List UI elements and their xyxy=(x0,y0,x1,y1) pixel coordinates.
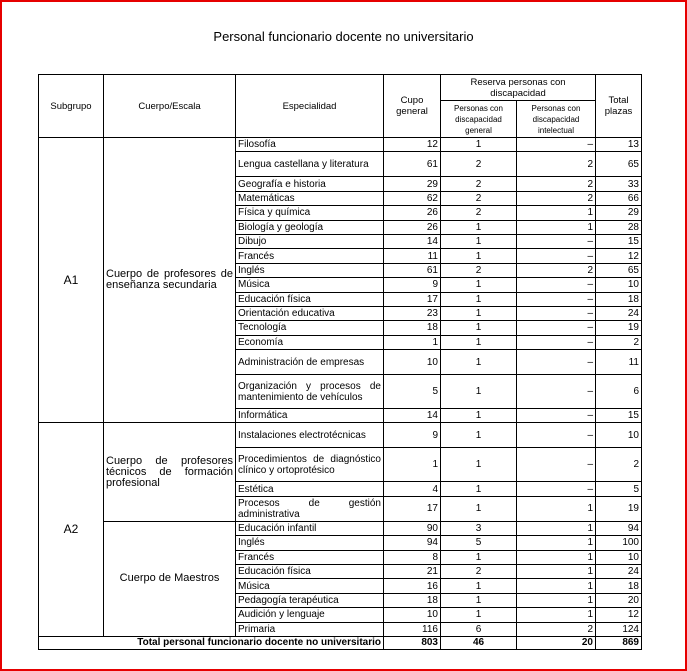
reserva-general-cell: 1 xyxy=(441,249,517,263)
subgrupo-cell: A1 xyxy=(39,138,104,423)
especialidad-cell: Economía xyxy=(236,335,384,349)
especialidad-cell: Dibujo xyxy=(236,234,384,248)
reserva-general-cell: 5 xyxy=(441,536,517,550)
especialidad-cell: Inglés xyxy=(236,536,384,550)
cupo-cell: 61 xyxy=(384,152,441,177)
cupo-cell: 21 xyxy=(384,565,441,579)
especialidad-cell: Informática xyxy=(236,409,384,423)
total-cell: 94 xyxy=(596,521,642,535)
especialidad-cell: Administración de empresas xyxy=(236,350,384,375)
header-cuerpo: Cuerpo/Escala xyxy=(104,75,236,138)
reserva-intelectual-cell: – xyxy=(517,306,596,320)
cupo-cell: 14 xyxy=(384,234,441,248)
cupo-cell: 9 xyxy=(384,423,441,448)
cupo-cell: 9 xyxy=(384,278,441,292)
reserva-intelectual-cell: – xyxy=(517,335,596,349)
reserva-general-cell: 1 xyxy=(441,608,517,622)
total-cell: 10 xyxy=(596,423,642,448)
total-cell: 11 xyxy=(596,350,642,375)
total-total-cell: 869 xyxy=(596,636,642,649)
total-cell: 28 xyxy=(596,220,642,234)
reserva-general-cell: 1 xyxy=(441,278,517,292)
header-especialidad: Especialidad xyxy=(236,75,384,138)
especialidad-cell: Biología y geología xyxy=(236,220,384,234)
table-row xyxy=(39,423,642,448)
especialidad-cell: Geografía e historia xyxy=(236,177,384,191)
total-cell: 24 xyxy=(596,565,642,579)
especialidad-cell: Inglés xyxy=(236,263,384,277)
total-cell: 65 xyxy=(596,263,642,277)
total-cell: 15 xyxy=(596,234,642,248)
reserva-intelectual-cell: 1 xyxy=(517,550,596,564)
reserva-general-cell: 1 xyxy=(441,496,517,521)
total-cell: 2 xyxy=(596,335,642,349)
reserva-general-cell: 1 xyxy=(441,593,517,607)
especialidad-cell: Estética xyxy=(236,482,384,496)
especialidad-cell: Música xyxy=(236,579,384,593)
reserva-general-cell: 1 xyxy=(441,335,517,349)
reserva-general-cell: 1 xyxy=(441,409,517,423)
total-cell: 100 xyxy=(596,536,642,550)
reserva-general-cell: 2 xyxy=(441,177,517,191)
reserva-intelectual-cell: – xyxy=(517,482,596,496)
especialidad-cell: Audición y lenguaje xyxy=(236,608,384,622)
reserva-general-cell: 3 xyxy=(441,521,517,535)
reserva-intelectual-cell: – xyxy=(517,278,596,292)
total-cell: 5 xyxy=(596,482,642,496)
cupo-cell: 11 xyxy=(384,249,441,263)
total-cell: 65 xyxy=(596,152,642,177)
especialidad-cell: Organización y procesos de mantenimiento de vehículos xyxy=(236,375,384,409)
especialidad-cell: Francés xyxy=(236,550,384,564)
total-cell: 15 xyxy=(596,409,642,423)
header-total: Total plazas xyxy=(596,75,642,138)
cupo-cell: 18 xyxy=(384,593,441,607)
table-row xyxy=(39,138,642,152)
reserva-intelectual-cell: 1 xyxy=(517,593,596,607)
reserva-intelectual-cell: – xyxy=(517,409,596,423)
cuerpo-cell: Cuerpo de profesores de enseñanza secundaria xyxy=(104,138,236,423)
total-cell: 33 xyxy=(596,177,642,191)
reserva-general-cell: 1 xyxy=(441,138,517,152)
total-cell: 66 xyxy=(596,191,642,205)
cupo-cell: 12 xyxy=(384,138,441,152)
reserva-general-cell: 2 xyxy=(441,152,517,177)
cupo-cell: 1 xyxy=(384,448,441,482)
cuerpo-cell: Cuerpo de Maestros xyxy=(104,521,236,636)
reserva-intelectual-cell: – xyxy=(517,321,596,335)
cupo-cell: 23 xyxy=(384,306,441,320)
reserva-intelectual-cell: 1 xyxy=(517,536,596,550)
reserva-intelectual-cell: 1 xyxy=(517,521,596,535)
especialidad-cell: Educación física xyxy=(236,565,384,579)
reserva-general-cell: 1 xyxy=(441,292,517,306)
table-row xyxy=(39,521,642,535)
cupo-cell: 10 xyxy=(384,350,441,375)
especialidad-cell: Educación infantil xyxy=(236,521,384,535)
total-cell: 19 xyxy=(596,321,642,335)
cupo-cell: 62 xyxy=(384,191,441,205)
reserva-general-cell: 1 xyxy=(441,220,517,234)
reserva-intelectual-cell: – xyxy=(517,375,596,409)
total-cell: 19 xyxy=(596,496,642,521)
cupo-cell: 17 xyxy=(384,496,441,521)
page-title: Personal funcionario docente no universitario xyxy=(213,29,474,44)
cupo-cell: 26 xyxy=(384,220,441,234)
total-cell: 29 xyxy=(596,206,642,220)
total-cell: 24 xyxy=(596,306,642,320)
especialidad-cell: Instalaciones electrotécnicas xyxy=(236,423,384,448)
reserva-intelectual-cell: 1 xyxy=(517,565,596,579)
reserva-general-cell: 1 xyxy=(441,350,517,375)
reserva-general-cell: 1 xyxy=(441,579,517,593)
especialidad-cell: Procesos de gestión administrativa xyxy=(236,496,384,521)
reserva-general-cell: 1 xyxy=(441,550,517,564)
especialidad-cell: Física y química xyxy=(236,206,384,220)
reserva-general-cell: 2 xyxy=(441,206,517,220)
especialidad-cell: Lengua castellana y literatura xyxy=(236,152,384,177)
cupo-cell: 94 xyxy=(384,536,441,550)
reserva-general-cell: 1 xyxy=(441,321,517,335)
header-subgrupo: Subgrupo xyxy=(39,75,104,138)
reserva-intelectual-cell: – xyxy=(517,350,596,375)
reserva-general-cell: 2 xyxy=(441,263,517,277)
reserva-general-cell: 2 xyxy=(441,191,517,205)
reserva-general-cell: 2 xyxy=(441,565,517,579)
total-cell: 18 xyxy=(596,579,642,593)
total-cell: 6 xyxy=(596,375,642,409)
reserva-general-cell: 1 xyxy=(441,482,517,496)
reserva-intelectual-cell: – xyxy=(517,423,596,448)
cupo-cell: 26 xyxy=(384,206,441,220)
reserva-intelectual-cell: 2 xyxy=(517,191,596,205)
reserva-intelectual-cell: – xyxy=(517,234,596,248)
reserva-intelectual-cell: 1 xyxy=(517,496,596,521)
reserva-intelectual-cell: 1 xyxy=(517,608,596,622)
cupo-cell: 8 xyxy=(384,550,441,564)
especialidad-cell: Pedagogía terapéutica xyxy=(236,593,384,607)
header-reserva: Reserva personas con discapacidad xyxy=(441,75,596,101)
especialidad-cell: Música xyxy=(236,278,384,292)
total-int-cell: 20 xyxy=(517,636,596,649)
cupo-cell: 90 xyxy=(384,521,441,535)
total-cell: 12 xyxy=(596,608,642,622)
cupo-cell: 1 xyxy=(384,335,441,349)
cupo-cell: 14 xyxy=(384,409,441,423)
total-gen-cell: 46 xyxy=(441,636,517,649)
total-cell: 18 xyxy=(596,292,642,306)
cupo-cell: 116 xyxy=(384,622,441,636)
cupo-cell: 61 xyxy=(384,263,441,277)
reserva-intelectual-cell: 1 xyxy=(517,220,596,234)
header-reserva-general: Personas con discapacidad general xyxy=(441,101,517,138)
total-cell: 20 xyxy=(596,593,642,607)
subgrupo-cell: A2 xyxy=(39,423,104,637)
cupo-cell: 17 xyxy=(384,292,441,306)
reserva-intelectual-cell: – xyxy=(517,249,596,263)
header-reserva-intelectual: Personas con discapacidad intelectual xyxy=(517,101,596,138)
reserva-intelectual-cell: – xyxy=(517,292,596,306)
reserva-intelectual-cell: 2 xyxy=(517,622,596,636)
reserva-general-cell: 1 xyxy=(441,423,517,448)
especialidad-cell: Filosofía xyxy=(236,138,384,152)
total-cell: 124 xyxy=(596,622,642,636)
total-cell: 10 xyxy=(596,278,642,292)
reserva-general-cell: 1 xyxy=(441,448,517,482)
reserva-general-cell: 1 xyxy=(441,234,517,248)
reserva-intelectual-cell: – xyxy=(517,448,596,482)
total-row xyxy=(39,636,642,649)
cupo-cell: 16 xyxy=(384,579,441,593)
total-cell: 12 xyxy=(596,249,642,263)
reserva-general-cell: 1 xyxy=(441,375,517,409)
total-cell: 2 xyxy=(596,448,642,482)
cupo-cell: 10 xyxy=(384,608,441,622)
especialidad-cell: Primaria xyxy=(236,622,384,636)
total-cupo-cell: 803 xyxy=(384,636,441,649)
cupo-cell: 5 xyxy=(384,375,441,409)
especialidad-cell: Tecnología xyxy=(236,321,384,335)
especialidad-cell: Procedimientos de diagnóstico clínico y ortoprotésico xyxy=(236,448,384,482)
reserva-intelectual-cell: 2 xyxy=(517,263,596,277)
header-cupo: Cupo general xyxy=(384,75,441,138)
reserva-general-cell: 6 xyxy=(441,622,517,636)
total-label: Total personal funcionario docente no universitario xyxy=(39,636,384,649)
reserva-intelectual-cell: 2 xyxy=(517,152,596,177)
cupo-cell: 29 xyxy=(384,177,441,191)
reserva-intelectual-cell: 2 xyxy=(517,177,596,191)
cupo-cell: 18 xyxy=(384,321,441,335)
especialidad-cell: Orientación educativa xyxy=(236,306,384,320)
reserva-intelectual-cell: 1 xyxy=(517,579,596,593)
reserva-intelectual-cell: – xyxy=(517,138,596,152)
especialidad-cell: Matemáticas xyxy=(236,191,384,205)
total-cell: 10 xyxy=(596,550,642,564)
reserva-general-cell: 1 xyxy=(441,306,517,320)
especialidad-cell: Educación física xyxy=(236,292,384,306)
total-cell: 13 xyxy=(596,138,642,152)
plazas-table xyxy=(38,74,642,650)
reserva-intelectual-cell: 1 xyxy=(517,206,596,220)
cupo-cell: 4 xyxy=(384,482,441,496)
especialidad-cell: Francés xyxy=(236,249,384,263)
cuerpo-cell: Cuerpo de profesores técnicos de formación profesional xyxy=(104,423,236,521)
